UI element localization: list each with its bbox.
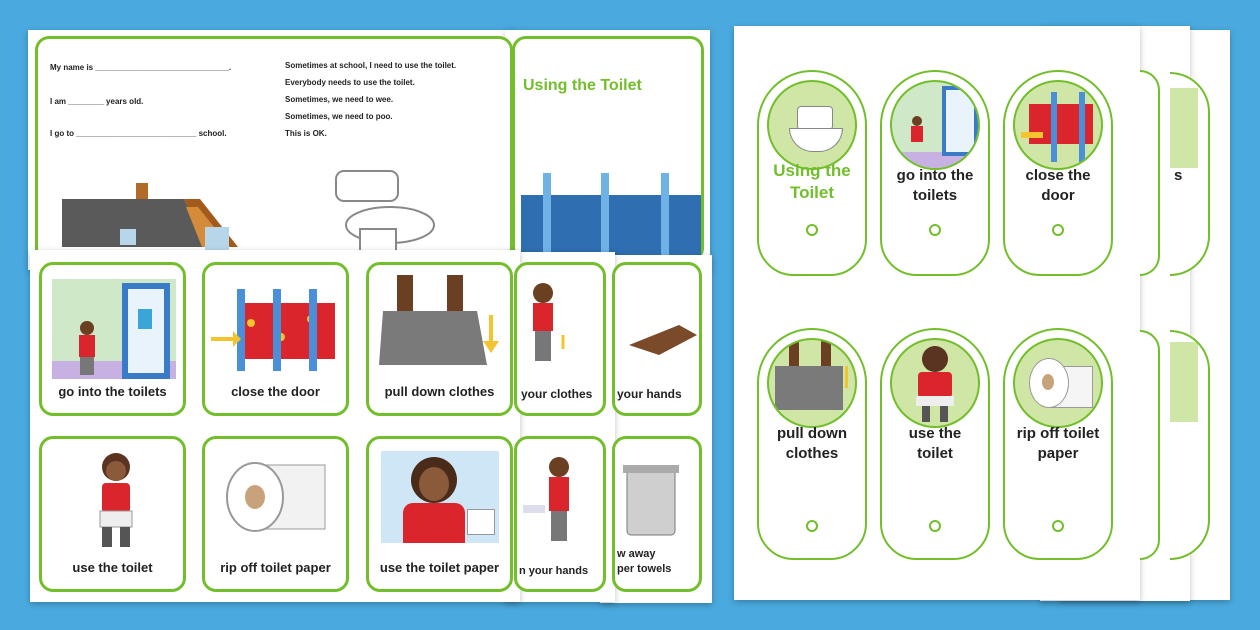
tag-label: close the door xyxy=(1025,167,1091,204)
card-label: use the toilet paper xyxy=(379,560,500,575)
card-use-toilet-paper xyxy=(366,436,513,592)
school-field: I go to ___________________________ school. xyxy=(50,129,227,138)
peek-tag-label: s xyxy=(1174,167,1183,184)
pull-down-clothes-icon xyxy=(377,275,507,375)
card-use-toilet xyxy=(39,436,186,592)
peek-tag xyxy=(1140,70,1160,276)
tag-rip-off-toilet-paper xyxy=(1003,328,1113,560)
tag-label: pull down clothes xyxy=(777,425,847,462)
card-label: use the toilet xyxy=(72,560,153,575)
tag-hole xyxy=(806,520,818,532)
tag-label: use the toilet xyxy=(908,425,962,462)
toilet-entrance-icon xyxy=(52,279,176,379)
toilet-paper-icon xyxy=(225,457,335,547)
hands-icon xyxy=(619,305,699,365)
peek-card-label: your hands xyxy=(617,387,682,401)
peek-card-label: your clothes xyxy=(521,387,593,401)
closing-door-icon xyxy=(1013,80,1103,170)
story-line: Everybody needs to use the toilet. xyxy=(285,78,415,87)
booklet-cover xyxy=(512,36,704,262)
toilet-doors-icon xyxy=(521,165,701,257)
peek-card xyxy=(514,436,606,592)
story-text xyxy=(285,61,456,138)
card-label: close the door xyxy=(231,384,320,399)
booklet-page-left xyxy=(35,36,275,262)
peek-card-label: n your hands xyxy=(519,565,589,577)
tag-label: rip off toilet paper xyxy=(1016,425,1100,462)
peek-tag xyxy=(1170,72,1210,276)
name-field: My name is ______________________________. xyxy=(50,63,232,72)
tag-hole xyxy=(929,224,941,236)
tag-title: Using the Toilet xyxy=(773,161,851,202)
tag-label: go into the toilets xyxy=(896,167,974,204)
tag-hole xyxy=(1052,224,1064,236)
peek-card-label: w away per towels xyxy=(617,548,672,575)
toilet-icon xyxy=(330,167,440,257)
toilet-entrance-icon xyxy=(890,80,980,170)
peek-tag xyxy=(1170,330,1210,560)
age-field: I am ________ years old. xyxy=(50,97,144,106)
girl-using-paper-icon xyxy=(381,451,499,543)
story-line: Sometimes, we need to wee. xyxy=(285,95,394,104)
washing-hands-icon xyxy=(523,453,593,553)
card-label: pull down clothes xyxy=(384,384,495,399)
card-label: rip off toilet paper xyxy=(220,560,331,575)
boy-standing-icon xyxy=(523,279,583,369)
toilet-icon xyxy=(767,80,857,170)
cover-title: Using the Toilet xyxy=(523,77,642,94)
card-close-door xyxy=(202,262,349,416)
peek-card xyxy=(514,262,606,416)
bin-icon xyxy=(621,459,681,539)
card-pull-down-clothes xyxy=(366,262,513,416)
tag-use-toilet xyxy=(880,328,990,560)
peek-card xyxy=(612,436,702,592)
story-line: Sometimes at school, I need to use the toilet. xyxy=(285,61,457,70)
boy-on-toilet-icon xyxy=(890,338,980,428)
tag-pull-down-clothes xyxy=(757,328,867,560)
peek-tag xyxy=(1140,330,1160,560)
boy-on-toilet-icon xyxy=(86,451,146,551)
story-line: This is OK. xyxy=(285,129,327,138)
pull-down-clothes-icon xyxy=(767,338,857,428)
card-go-into-toilets xyxy=(39,262,186,416)
peek-card xyxy=(612,262,702,416)
card-rip-off-toilet-paper xyxy=(202,436,349,592)
tag-close-door xyxy=(1003,70,1113,276)
tag-using-toilet xyxy=(757,70,867,276)
card-label: go into the toilets xyxy=(58,384,167,399)
closing-door-icon xyxy=(211,283,341,373)
booklet-page-right xyxy=(275,36,513,262)
toilet-paper-icon xyxy=(1013,338,1103,428)
tag-go-into-toilets xyxy=(880,70,990,276)
story-line: Sometimes, we need to poo. xyxy=(285,112,393,121)
tag-hole xyxy=(929,520,941,532)
tag-hole xyxy=(1052,520,1064,532)
tag-hole xyxy=(806,224,818,236)
